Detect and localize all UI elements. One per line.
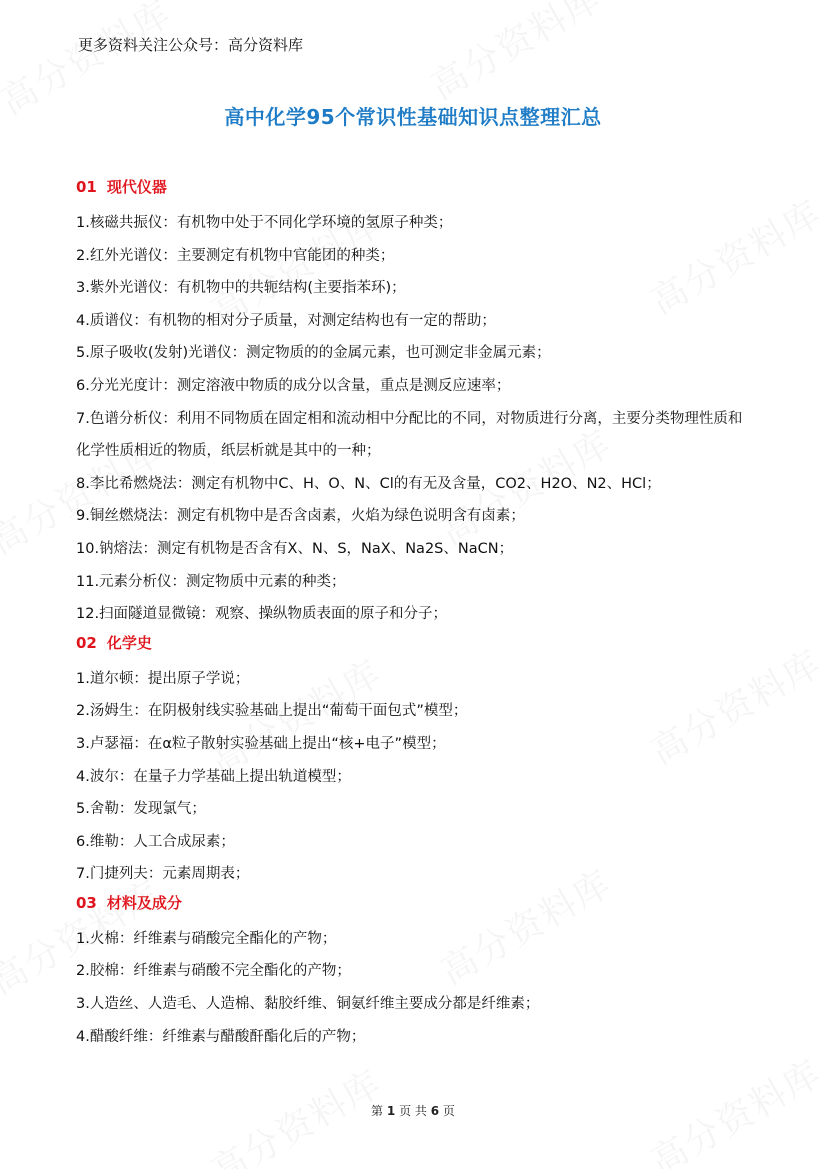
list-item: 9.铜丝燃烧法：测定有机物中是否含卤素，火焰为绿色说明含有卤素；	[76, 508, 525, 525]
footer-suffix: 页	[442, 1104, 455, 1118]
footer-middle: 页 共	[399, 1104, 427, 1118]
footer-prefix: 第	[371, 1104, 384, 1118]
total-pages: 6	[430, 1104, 440, 1118]
list-item: 2.红外光谱仪：主要测定有机物中官能团的种类；	[76, 247, 395, 264]
section-title: 材料及成分	[106, 893, 182, 912]
list-item: 5.舍勒：发现氯气；	[76, 801, 206, 818]
list-item: 5.原子吸收(发射)光谱仪：测定物质的的金属元素，也可测定非金属元素；	[76, 345, 551, 362]
page-footer	[0, 1102, 826, 1119]
section-title: 化学史	[106, 633, 152, 652]
section-heading	[76, 175, 756, 207]
list-item: 1.火棉：纤维素与硝酸完全酯化的产物；	[76, 930, 337, 947]
current-page-number: 1	[386, 1104, 396, 1118]
list-item: 4.质谱仪：有机物的相对分子质量，对测定结构也有一定的帮助；	[76, 312, 496, 329]
section-number: 02	[76, 633, 97, 652]
list-item: 11.元素分析仪：测定物质中元素的种类；	[76, 573, 346, 590]
header-note: 更多资料关注公众号：高分资料库	[78, 36, 304, 54]
list-item: 1.核磁共振仪：有机物中处于不同化学环境的氢原子种类；	[76, 215, 453, 231]
document-body	[76, 175, 756, 1053]
section-modern-instruments	[76, 175, 756, 631]
document-title: 高中化学95个常识性基础知识点整理汇总	[224, 105, 602, 129]
list-item: 4.醋酸纤维：纤维素与醋酸酐酯化后的产物；	[76, 1028, 366, 1045]
list-item: 7.门捷列夫：元素周期表；	[76, 866, 250, 883]
list-item: 3.紫外光谱仪：有机物中的共轭结构(主要指苯环)；	[76, 280, 406, 297]
list-item: 1.道尔顿：提出原子学说；	[76, 670, 250, 687]
list-item: 3.人造丝、人造毛、人造棉、黏胶纤维、铜氨纤维主要成分都是纤维素；	[76, 996, 540, 1013]
section-number: 01	[76, 178, 97, 196]
list-item: 8.李比希燃烧法：测定有机物中C、H、O、N、Cl的有无及含量，CO2、H2O、N2、HCl；	[76, 475, 661, 492]
list-item: 12.扫面隧道显微镜：观察、操纵物质表面的原子和分子；	[76, 606, 448, 623]
list-item: 7.色谱分析仪：利用不同物质在固定相和流动相中分配比的不同，对物质进行分离，主要分类物理性质和化学性质相近的物质，纸层析就是其中的一种；	[76, 410, 743, 460]
list-item: 2.胶棉：纤维素与硝酸不完全酯化的产物；	[76, 963, 351, 980]
section-chemistry-history	[76, 631, 756, 891]
list-item: 10.钠熔法：测定有机物是否含有X、N、S，NaX、Na2S、NaCN；	[76, 540, 514, 557]
watermark	[420, 0, 610, 110]
section-number: 03	[76, 893, 97, 912]
list-item: 2.汤姆生：在阴极射线实验基础上提出“葡萄干面包式”模型；	[76, 703, 468, 720]
section-title: 现代仪器	[106, 178, 167, 196]
section-heading	[76, 631, 756, 663]
section-materials	[76, 891, 756, 1053]
list-item: 6.维勒：人工合成尿素；	[76, 833, 235, 850]
list-item: 6.分光光度计：测定溶液中物质的成分以含量，重点是测反应速率；	[76, 377, 511, 394]
list-item: 4.波尔：在量子力学基础上提出轨道模型；	[76, 768, 351, 785]
list-item: 3.卢瑟福：在α粒子散射实验基础上提出“核+电子”模型；	[76, 735, 446, 752]
section-heading	[76, 891, 756, 923]
